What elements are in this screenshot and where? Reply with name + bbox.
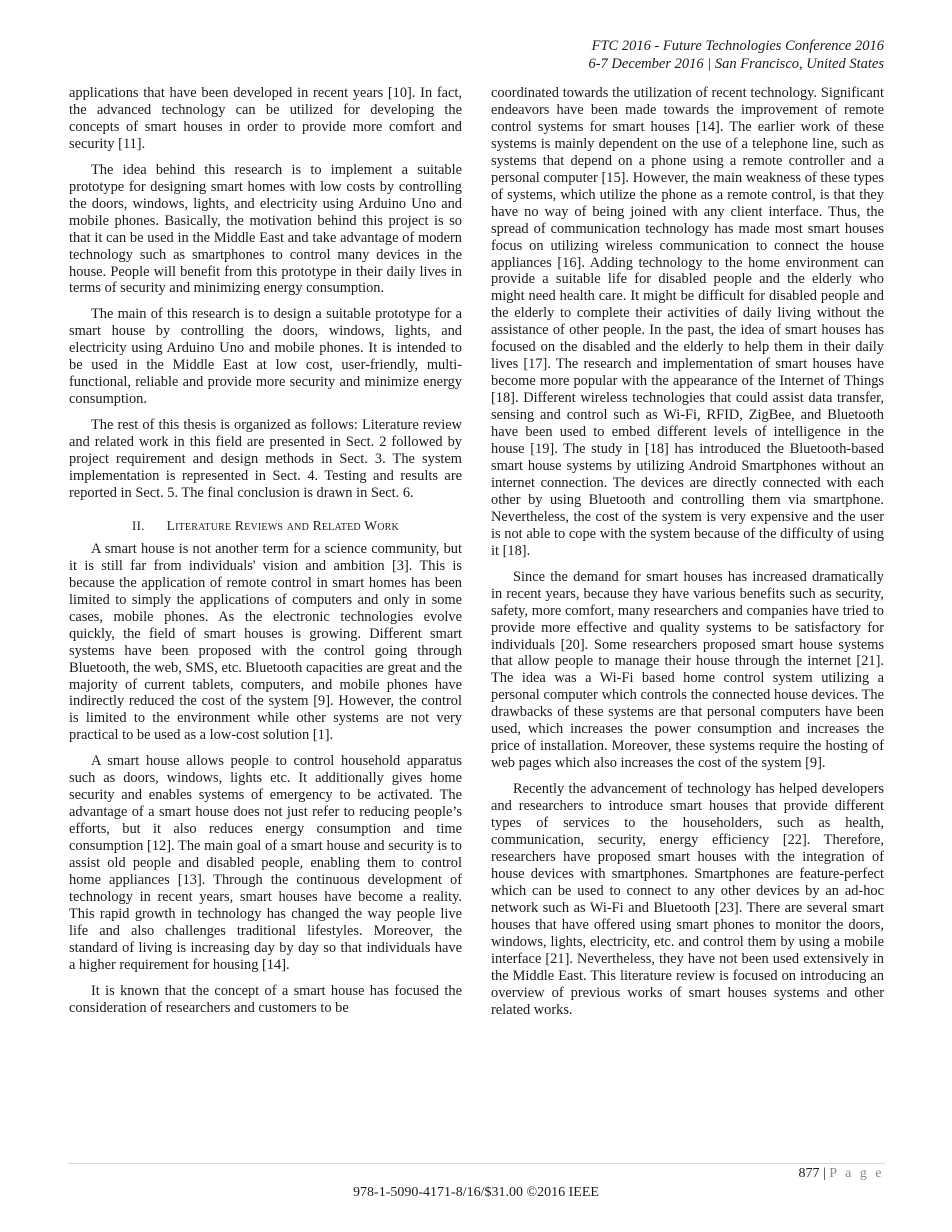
paragraph: A smart house is not another term for a science community, but it is still far from individuals' vision and ambition [3]. This is because the application of remote control in smart homes has been limited to simply the applications of computers and only in some cases, mobile phones. As the electronic technologies evolve quickly, the field of smart houses is growing. Different smart systems have been proposed with the control going through Bluetooth, the web, SMS, etc. Bluetooth capacities are great and the majority of current tablets, computers, and mobile phones have indirectly reduced the cost of the system [9]. However, the control is limited to the environment while other systems are not very practical to be used as a low-cost solution [1]. [69,540,462,744]
paragraph: Since the demand for smart houses has increased dramatically in recent years, because they have various benefits such as security, safety, more comfort, many researchers and companies have tried to provide more effective and quality systems to be satisfactory for individuals [20]. Some researchers proposed smart house systems that allow people to manage their house through the internet [21]. The idea was a Wi-Fi based home control system utilizing a personal computer which controls the connected house devices. The drawbacks of these systems are that personal computers have been used, which increases the power consumption and increases the price of installation. Moreover, these systems require the hosting of web pages which also increases the cost of the system [9]. [491,568,884,772]
conference-date-location: 6-7 December 2016 | San Francisco, United States [588,56,884,72]
page-number-separator: | [822,1166,826,1181]
running-header [588,37,884,73]
paragraph: coordinated towards the utilization of recent technology. Significant endeavors have been made towards the improvement of remote control systems for smart houses [14]. The earlier work of these systems is mainly dependent on the use of a telephone line, such as systems that depend on a phone using a remote controller and a personal computer [15]. However, the main weakness of these types of systems, which utilize the phone as a remote control, is that they have no way of being joined with any client interface. Thus, the spread of communication technology has made most smart houses focus on utilizing wireless communication to connect the house appliances [16]. Adding technology to the home environment can provide a suitable life for disabled people and the elderly who might need health care. It might be difficult for disabled people and the elderly to complete their activities of daily living without the assistance of other people. In the past, the idea of smart houses has focused on the disabled and the elderly to help them in their daily lives [17]. The research and implementation of smart houses have become more popular with the appearance of the Internet of Things [18]. Different wireless technologies that could assist data transfer, sensing and control such as Wi-Fi, RFID, ZigBee, and Bluetooth have been used to embed different levels of intelligence in the house [19]. The study in [18] has introduced the Bluetooth-based smart house systems by utilizing Android Smartphones without an internet connection. The devices are directly connected with each other by using Bluetooth and controlling them via smartphone. Nevertheless, the cost of the system is very expensive and the user is not able to cope with the system because of the difficulty of using it [18]. [491,85,884,559]
paragraph: Recently the advancement of technology has helped developers and researchers to introduce smart houses that provide different types of services to the householders, such as health, communication, security, energy efficiency [22]. Therefore, researchers have proposed smart houses with the integration of house devices with smartphones. Smartphones are feature-perfect which can be used to connect to any other devices by an ad-hoc network such as Wi-Fi and Bluetooth [23]. There are several smart houses that have offered using smart phones to monitor the doors, windows, lights, electricity, etc. and control them by using a mobile interface [21]. Nevertheless, they have not been used extensively in the Middle East. This literature review is focused on introducing an overview of previous works of smart houses systems and other related works. [491,781,884,1018]
right-column [491,85,884,1027]
conference-title: FTC 2016 - Future Technologies Conference 2016 [591,38,884,54]
section-title: Literature Reviews and Related Work [166,517,399,533]
left-column [69,85,462,1026]
paragraph: The idea behind this research is to implement a suitable prototype for designing smart homes with low costs by controlling the doors, windows, lights, and electricity using Arduino Uno and mobile phones. Basically, the motivation behind this project is so that it can be used in the Middle East and take advantage of modern technology such as smartphones to control many devices in the house. People will benefit from this prototype in their daily lives in terms of security and minimizing energy consumption. [69,161,462,297]
section-number: II. [132,517,145,533]
paragraph: The rest of this thesis is organized as follows: Literature review and related work in this field are presented in Sect. 2 followed by project requirement and design methods in Sect. 3. The system implementation is represented in Sect. 4. Testing and results are reported in Sect. 5. The final conclusion is drawn in Sect. 6. [69,417,462,501]
paragraph: The main of this research is to design a suitable prototype for a smart house by controlling the doors, windows, lights, and electricity using Arduino Uno and mobile phones. It is intended to be used in the Middle East at low cost, user-friendly, multi-functional, reliable and provide more security and minimize energy consumption. [69,306,462,408]
paragraph: It is known that the concept of a smart house has focused the consideration of researchers and customers to be [69,982,462,1016]
paragraph: A smart house allows people to control household apparatus such as doors, windows, lights etc. It additionally gives home security and enables systems of emergency to be activated. The advantage of a smart house does not just refer to reducing people’s efforts, but it also reduces energy consumption and time consumption [12]. The main goal of a smart house and security is to assist old people and disabled people, enabling them to control home appliances [13]. Through the continuous development of technology in recent years, smart houses have become a reality. This rapid growth in technology has changed the way people live life and also challenges traditional lifestyles. Moreover, the standard of living is increasing day by day so that individuals have a higher requirement for housing [14]. [69,753,462,973]
copyright-footer: 978-1-5090-4171-8/16/$31.00 ©2016 IEEE [353,1185,599,1200]
page-number-value: 877 [798,1166,820,1181]
page-number [798,1166,884,1182]
section-heading [69,518,462,535]
paragraph: applications that have been developed in recent years [10]. In fact, the advanced technology can be utilized for developing the concepts of smart houses in order to provide more comfort and security [11]. [69,85,462,152]
page-label: P a g e [829,1166,884,1181]
footer-divider [68,1163,885,1164]
